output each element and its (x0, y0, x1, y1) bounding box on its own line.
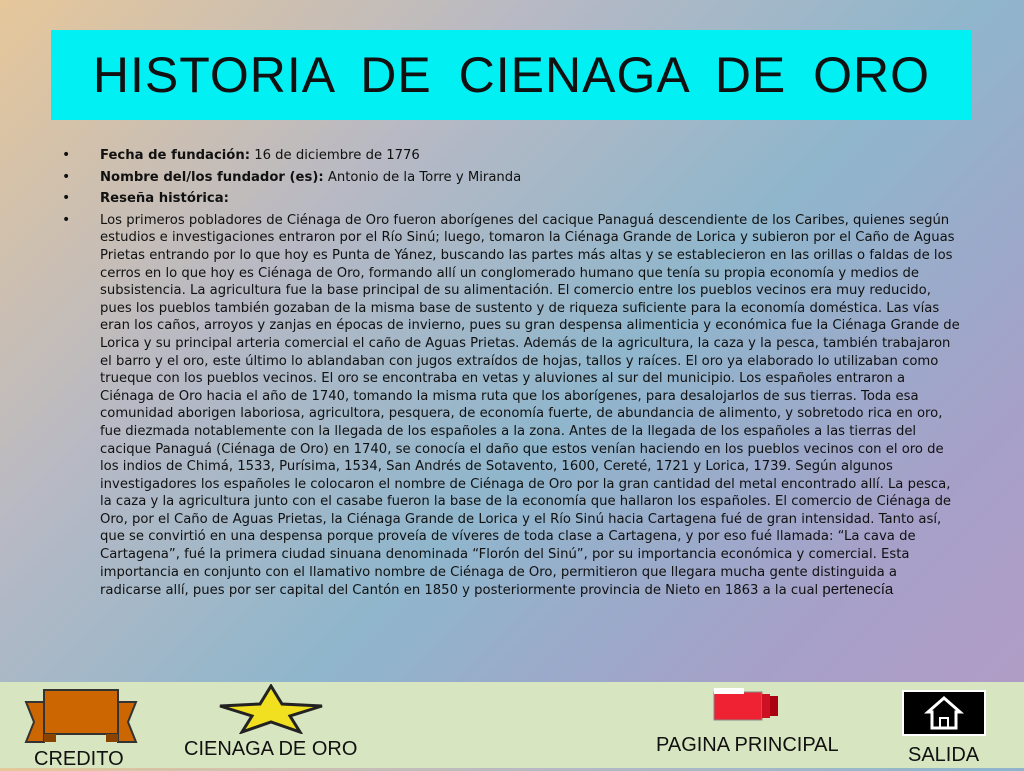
scroll-icon (22, 684, 140, 748)
cienaga-label: CIENAGA DE ORO (184, 738, 358, 760)
historia-last-word: pertenecía (822, 581, 894, 599)
page-title: HISTORIA DE CIENAGA DE ORO (92, 47, 931, 103)
pagina-principal-button[interactable] (654, 684, 854, 760)
fundador-label: Nombre del/los fundador (es): (100, 169, 324, 185)
list-item-resena (62, 190, 962, 208)
cienaga-de-oro-button[interactable] (184, 684, 374, 768)
resena-label: Reseña histórica: (100, 191, 229, 207)
credito-button[interactable] (22, 684, 140, 768)
footer-nav-bar (0, 682, 1024, 768)
fecha-value: 16 de diciembre de 1776 (250, 148, 420, 163)
list-item-historia (62, 212, 962, 600)
bullet-list (62, 147, 962, 600)
content-area (62, 147, 962, 604)
fundador-value: Antonio de la Torre y Miranda (323, 169, 522, 185)
salida-label: SALIDA (908, 744, 980, 766)
list-item-fecha (62, 147, 962, 165)
credito-label: CREDITO (34, 748, 124, 770)
salida-button[interactable] (902, 690, 992, 768)
historia-paragraph: Los primeros pobladores de Ciénaga de Oro fueron aborígenes del cacique Panaguá descendiente de los Caribes, quienes según estudios e investigaciones entraron por el Río Sinú; luego, tomaron la Ciénaga Grande de Lorica y subieron por el Caño de Aguas Prietas entrando por lo que hoy es Punta de Yánez, buscando las partes más altas y se establecieron en las orillas o faldas de los cerros en lo que hoy es Ciénaga de Oro, formando allí un conglomerado humano que tenía su propia economía y medios de subsistencia. La agricultura fue la base principal de su alimentación. El comercio entre los pueblos vecinos era muy reducido, pues los pueblos también gozaban de la misma base de sustento y de riqueza suficiente para la economía doméstica. Las vías eran los caños, arroyos y zanjas en épocas de invierno, pues su gran despensa alimenticia y económica fue la Ciénaga Grande de Lorica y su principal arteria comercial el caño de Aguas Prietas. Además de la agricultura, la caza y la pesca, también trabajaron el barro y el oro, este último lo ablandaban con jugos extraídos de hojas, tallos y raíces. El oro ya elaborado lo utilizaban como trueque con los pueblos vecinos. El oro se encontraba en vetas y aluviones al sur del municipio. Los españoles entraron a Ciénaga de Oro hacia el año de 1740, tomando la misma ruta que los aborígenes, para desalojarlos de sus tierras. Toda esa comunidad aborigen laboriosa, agricultora, pesquera, de economía fuerte, de abundancia de alimento, y sobretodo rica en oro, fue diezmada notablemente con la llegada de los españoles a la zona. Antes de la llegada de los españoles a las tierras del cacique Panaguá (Ciénaga de Oro) en 1740, se conocía el daño que estos venían haciendo en los pueblos vecinos con el oro de los indios de Chimá, 1533, Purísima, 1534, San Andrés de Sotavento, 1600, Cereté, 1721 y Lorica, 1739. Según algunos investigadores los españoles le colocaron el nombre de Ciénaga de Oro por la gran cantidad del metal encontrado allí. La pesca, la caza y la agricultura junto con el casabe fueron la base de la economía que hallaron los españoles. El comercio de Ciénaga de Oro, por el Caño de Aguas Prietas, la Ciénaga Grande de Lorica y el Río Sinú hacia Cartagena fué de gran intensidad. Tanto así, que se convirtió en una despensa porque proveía de víveres de toda clase a Cartagena, y por eso fué llamada: “La cava de Cartagena”, fué la primera ciudad sinuana denominada “Florón del Sinú”, por su importancia económica y comercial. Esta importancia en conjunto con el llamativo nombre de Ciénaga de Oro, permitieron que llegara mucha gente distinguida a radicarse allí, pues por ser capital del Cantón en 1850 y posteriormente provincia de Nieto en 1863 a la cual (100, 212, 960, 599)
home-icon (902, 690, 986, 736)
list-item-fundador (62, 169, 962, 187)
star-icon (216, 684, 326, 734)
flag-icon (712, 686, 782, 726)
fecha-label: Fecha de fundación: (100, 148, 251, 163)
pagina-principal-label: PAGINA PRINCIPAL (656, 734, 839, 756)
title-banner (51, 30, 972, 120)
